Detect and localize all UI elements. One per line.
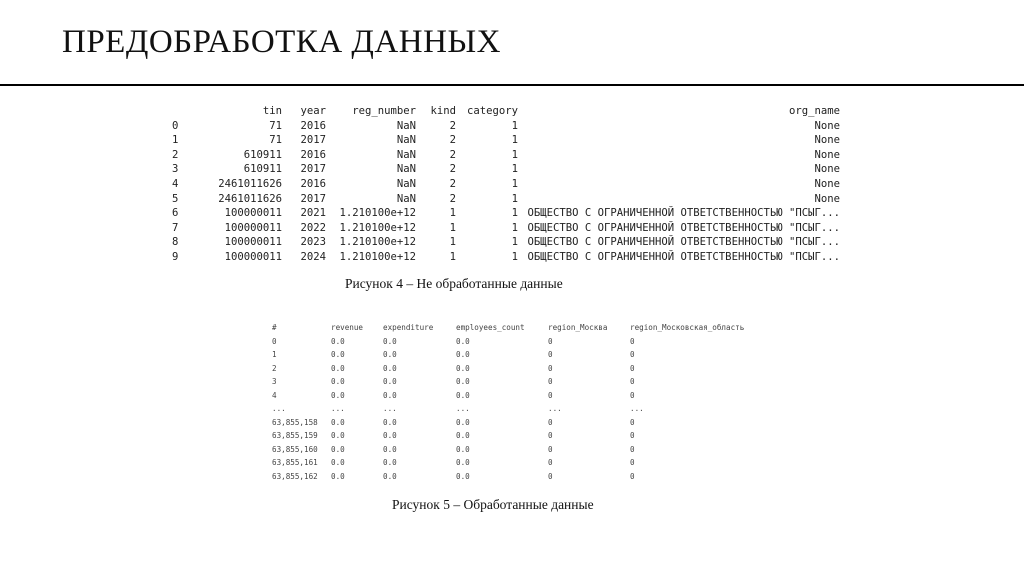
tin-cell: 610911 — [243, 163, 282, 176]
revenue-cell: 0.0 — [331, 444, 345, 454]
org-name-cell: None — [814, 163, 840, 176]
region-moscow-oblast-cell: 0 — [630, 417, 635, 427]
index-header: # — [272, 323, 277, 332]
org-name-cell: ОБЩЕСТВО С ОГРАНИЧЕННОЙ ОТВЕТСТВЕННОСТЬЮ "ПСЫГ... — [527, 236, 840, 249]
tin-cell: 100000011 — [224, 221, 282, 234]
table-row — [172, 192, 840, 207]
year-cell: 2016 — [300, 119, 326, 132]
kind-cell: 2 — [449, 163, 456, 176]
tin-cell: 71 — [269, 119, 282, 132]
table-row — [272, 456, 760, 470]
table-row — [272, 335, 760, 349]
reg-number-cell: 1.210100e+12 — [339, 221, 416, 234]
region-moscow-cell: 0 — [548, 431, 553, 440]
employees-count-cell: 0.0 — [456, 350, 470, 359]
org-name-cell: None — [814, 177, 840, 190]
kind-cell: 2 — [449, 148, 456, 161]
expenditure-cell: 0.0 — [383, 431, 397, 440]
reg-number-cell: 1.210100e+12 — [339, 250, 416, 263]
row-index-cell: 0 — [272, 336, 277, 346]
kind-cell: 2 — [449, 119, 456, 132]
row-index-cell: 63,855,158 — [272, 417, 318, 427]
reg-number-cell: NaN — [396, 134, 416, 147]
region-moscow-cell: 0 — [548, 350, 553, 359]
column-header-revenue: revenue — [331, 323, 364, 332]
year-cell: 2017 — [300, 134, 326, 147]
row-index-cell: 3 — [172, 163, 179, 176]
row-index-cell: 2 — [272, 363, 277, 373]
table-row — [172, 162, 840, 177]
region-moscow-oblast-cell: ... — [630, 404, 644, 413]
org-name-cell: None — [814, 192, 840, 205]
category-cell: 1 — [511, 119, 518, 132]
table-row — [272, 389, 760, 403]
region-moscow-oblast-cell: 0 — [630, 350, 635, 359]
expenditure-cell: 0.0 — [383, 377, 397, 386]
tin-cell: 610911 — [243, 148, 282, 161]
year-cell: 2023 — [300, 236, 326, 249]
org-name-cell: None — [814, 119, 840, 132]
revenue-cell: 0.0 — [331, 390, 345, 400]
tin-cell: 100000011 — [224, 236, 282, 249]
year-cell: 2021 — [300, 207, 326, 220]
year-cell: 2024 — [300, 250, 326, 263]
tin-cell: 100000011 — [224, 250, 282, 263]
row-index-cell: 63,855,159 — [272, 431, 318, 440]
row-index-cell: 2 — [172, 148, 179, 161]
revenue-cell: 0.0 — [331, 417, 345, 427]
category-cell: 1 — [511, 207, 518, 220]
raw-data-table — [172, 104, 840, 265]
org-name-cell: None — [814, 134, 840, 147]
category-cell: 1 — [511, 163, 518, 176]
revenue-cell: 0.0 — [331, 431, 345, 440]
table-row — [272, 470, 760, 484]
employees-count-cell: 0.0 — [456, 471, 470, 481]
kind-cell: 2 — [449, 192, 456, 205]
employees-count-cell: 0.0 — [456, 444, 470, 454]
employees-count-cell: 0.0 — [456, 458, 470, 467]
region-moscow-oblast-cell: 0 — [630, 363, 635, 373]
table-row — [172, 235, 840, 250]
row-index-cell: 5 — [172, 192, 179, 205]
row-index-cell: 8 — [172, 236, 179, 249]
reg-number-cell: 1.210100e+12 — [339, 207, 416, 220]
table-row — [172, 119, 840, 134]
revenue-cell: 0.0 — [331, 377, 345, 386]
region-moscow-cell: 0 — [548, 471, 553, 481]
title-divider — [0, 84, 1024, 86]
region-moscow-cell: 0 — [548, 363, 553, 373]
expenditure-cell: 0.0 — [383, 336, 397, 346]
table-row — [172, 221, 840, 236]
column-header-expenditure: expenditure — [383, 323, 434, 332]
column-header-employees-count: employees_count — [456, 323, 525, 332]
category-cell: 1 — [511, 221, 518, 234]
tin-cell: 2461011626 — [218, 177, 282, 190]
revenue-cell: 0.0 — [331, 350, 345, 359]
processed-data-table — [272, 321, 760, 483]
row-index-cell: 63,855,160 — [272, 444, 318, 454]
column-header-reg-number: reg_number — [352, 105, 416, 117]
row-index-cell: 63,855,162 — [272, 471, 318, 481]
category-cell: 1 — [511, 148, 518, 161]
processed-data-table-body — [272, 335, 760, 484]
table-row — [172, 206, 840, 221]
reg-number-cell: NaN — [396, 177, 416, 190]
region-moscow-oblast-cell: 0 — [630, 390, 635, 400]
table-row — [272, 416, 760, 430]
category-cell: 1 — [511, 177, 518, 190]
table-header-row — [172, 104, 840, 119]
employees-count-cell: 0.0 — [456, 417, 470, 427]
table-row — [172, 250, 840, 265]
table-row — [272, 402, 760, 416]
row-index-cell: 4 — [172, 177, 179, 190]
expenditure-cell: ... — [383, 404, 397, 413]
column-header-org-name: org_name — [788, 105, 840, 117]
org-name-cell: ОБЩЕСТВО С ОГРАНИЧЕННОЙ ОТВЕТСТВЕННОСТЬЮ "ПСЫГ... — [527, 221, 840, 234]
raw-data-table-body — [172, 119, 840, 265]
expenditure-cell: 0.0 — [383, 390, 397, 400]
figure-4-caption: Рисунок 4 – Не обработанные данные — [345, 276, 563, 291]
kind-cell: 1 — [449, 236, 456, 249]
table-row — [272, 362, 760, 376]
row-index-cell: ... — [272, 404, 286, 413]
revenue-cell: 0.0 — [331, 458, 345, 467]
region-moscow-cell: 0 — [548, 336, 553, 346]
revenue-cell: 0.0 — [331, 336, 345, 346]
expenditure-cell: 0.0 — [383, 363, 397, 373]
kind-cell: 1 — [449, 221, 456, 234]
expenditure-cell: 0.0 — [383, 417, 397, 427]
employees-count-cell: 0.0 — [456, 431, 470, 440]
employees-count-cell: 0.0 — [456, 390, 470, 400]
category-cell: 1 — [511, 250, 518, 263]
org-name-cell: ОБЩЕСТВО С ОГРАНИЧЕННОЙ ОТВЕТСТВЕННОСТЬЮ "ПСЫГ... — [527, 207, 840, 220]
table-row — [172, 148, 840, 163]
tin-cell: 100000011 — [224, 207, 282, 220]
column-header-region-moscow: region_Москва — [548, 323, 608, 332]
index-header — [172, 104, 202, 119]
region-moscow-oblast-cell: 0 — [630, 431, 635, 440]
employees-count-cell: 0.0 — [456, 363, 470, 373]
region-moscow-oblast-cell: 0 — [630, 458, 635, 467]
region-moscow-cell: 0 — [548, 458, 553, 467]
row-index-cell: 0 — [172, 119, 179, 132]
year-cell: 2017 — [300, 192, 326, 205]
kind-cell: 2 — [449, 134, 456, 147]
expenditure-cell: 0.0 — [383, 350, 397, 359]
year-cell: 2016 — [300, 148, 326, 161]
category-cell: 1 — [511, 134, 518, 147]
region-moscow-cell: 0 — [548, 444, 553, 454]
table-row — [272, 348, 760, 362]
revenue-cell: 0.0 — [331, 363, 345, 373]
region-moscow-cell: 0 — [548, 417, 553, 427]
reg-number-cell: NaN — [396, 192, 416, 205]
row-index-cell: 4 — [272, 390, 277, 400]
row-index-cell: 3 — [272, 377, 277, 386]
tin-cell: 2461011626 — [218, 192, 282, 205]
column-header-category: category — [466, 105, 518, 117]
category-cell: 1 — [511, 192, 518, 205]
row-index-cell: 1 — [272, 350, 277, 359]
table-row — [272, 443, 760, 457]
row-index-cell: 1 — [172, 134, 179, 147]
expenditure-cell: 0.0 — [383, 471, 397, 481]
employees-count-cell: ... — [456, 404, 470, 413]
org-name-cell: None — [814, 148, 840, 161]
kind-cell: 1 — [449, 207, 456, 220]
figure-5-caption: Рисунок 5 – Обработанные данные — [392, 497, 594, 512]
region-moscow-oblast-cell: 0 — [630, 444, 635, 454]
tin-cell: 71 — [269, 134, 282, 147]
region-moscow-oblast-cell: 0 — [630, 377, 635, 386]
slide-title: ПРЕДОБРАБОТКА ДАННЫХ — [62, 24, 502, 60]
employees-count-cell: 0.0 — [456, 336, 470, 346]
region-moscow-cell: 0 — [548, 377, 553, 386]
reg-number-cell: NaN — [396, 163, 416, 176]
kind-cell: 2 — [449, 177, 456, 190]
revenue-cell: ... — [331, 404, 345, 413]
column-header-kind: kind — [430, 105, 456, 117]
category-cell: 1 — [511, 236, 518, 249]
table-header-row — [272, 321, 760, 335]
expenditure-cell: 0.0 — [383, 444, 397, 454]
reg-number-cell: 1.210100e+12 — [339, 236, 416, 249]
table-row — [172, 133, 840, 148]
region-moscow-oblast-cell: 0 — [630, 471, 635, 481]
table-row — [272, 429, 760, 443]
revenue-cell: 0.0 — [331, 471, 345, 481]
region-moscow-cell: ... — [548, 404, 562, 413]
org-name-cell: ОБЩЕСТВО С ОГРАНИЧЕННОЙ ОТВЕТСТВЕННОСТЬЮ "ПСЫГ... — [527, 250, 840, 263]
year-cell: 2022 — [300, 221, 326, 234]
reg-number-cell: NaN — [396, 148, 416, 161]
kind-cell: 1 — [449, 250, 456, 263]
column-header-year: year — [300, 105, 326, 117]
table-row — [272, 375, 760, 389]
year-cell: 2017 — [300, 163, 326, 176]
employees-count-cell: 0.0 — [456, 377, 470, 386]
reg-number-cell: NaN — [396, 119, 416, 132]
row-index-cell: 6 — [172, 207, 179, 220]
row-index-cell: 7 — [172, 221, 179, 234]
row-index-cell: 63,855,161 — [272, 458, 318, 467]
region-moscow-oblast-cell: 0 — [630, 336, 635, 346]
table-row — [172, 177, 840, 192]
row-index-cell: 9 — [172, 250, 179, 263]
column-header-region-moscow-oblast: region_Московская_область — [630, 323, 745, 332]
expenditure-cell: 0.0 — [383, 458, 397, 467]
region-moscow-cell: 0 — [548, 390, 553, 400]
column-header-tin: tin — [262, 105, 282, 117]
year-cell: 2016 — [300, 177, 326, 190]
